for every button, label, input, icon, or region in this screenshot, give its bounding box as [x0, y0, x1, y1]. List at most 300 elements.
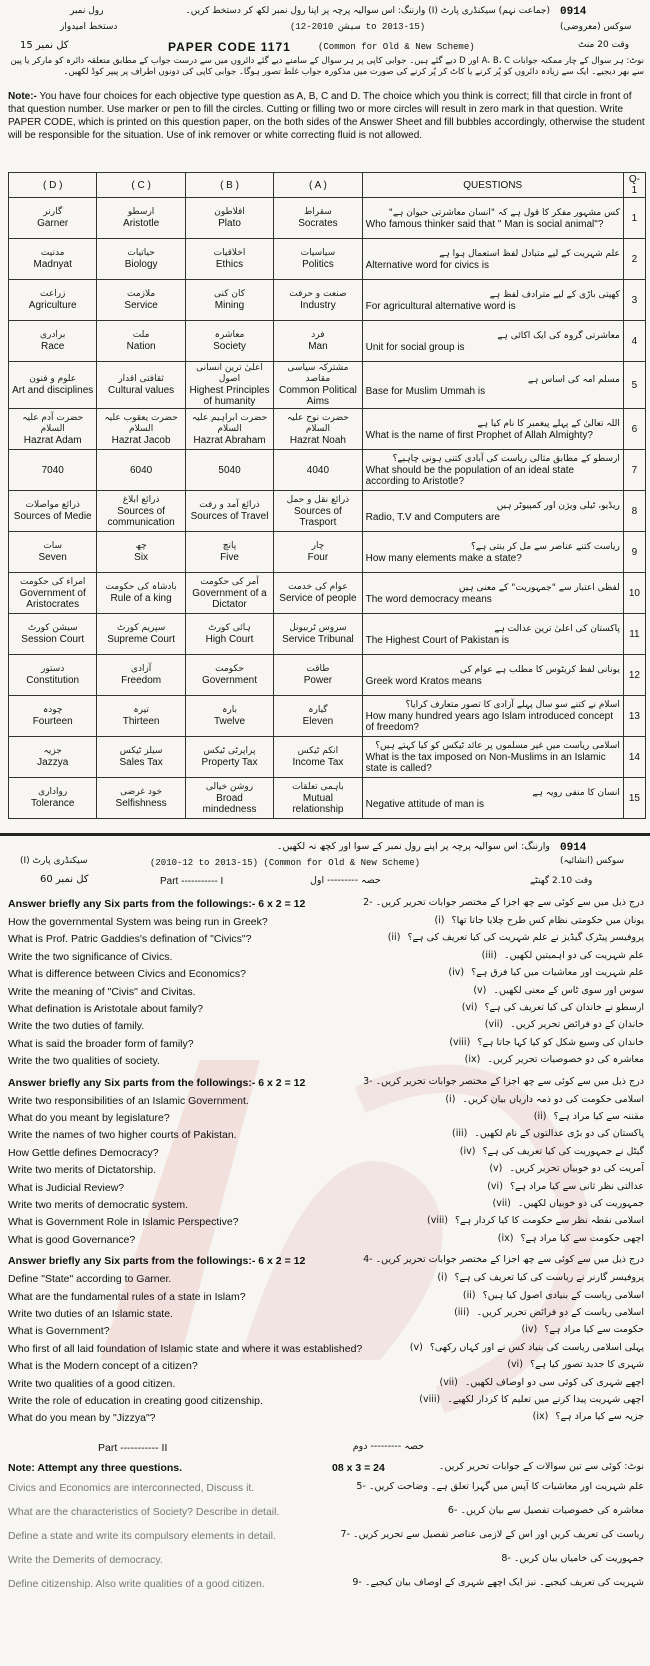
long-question-urdu	[501, 1553, 644, 1564]
long-question-english: Define a state and write its compulsory elements in detail.	[8, 1529, 276, 1542]
short-question	[8, 1410, 644, 1427]
short-question-english: What is good Governance?	[8, 1233, 136, 1246]
question-text-urdu: پاکستان کی اعلیٰ ترین عدالت ہے	[494, 623, 620, 634]
option-b-urdu: کان کنی	[214, 289, 246, 299]
option-c-urdu: بادشاہ کی حکومت	[105, 582, 177, 592]
option-d-urdu: ذرائع مواصلات	[25, 500, 80, 510]
long-question-urdu-text: جمہوریت کی خامیاں بیان کریں۔	[513, 1552, 644, 1564]
short-question-english: What is Judicial Review?	[8, 1181, 125, 1194]
short-question-urdu-text: خاندان کے دو فرائض تحریر کریں۔	[510, 1019, 644, 1031]
part2-title-row	[8, 1440, 644, 1457]
short-question-english: Write the two duties of family.	[8, 1020, 145, 1033]
short-question	[8, 1162, 644, 1179]
option-a-urdu: مشترکہ سیاسی مقاصد	[287, 363, 349, 384]
option-d	[9, 450, 97, 491]
question-number: 1	[623, 198, 645, 239]
long-question-number: -5	[356, 1480, 366, 1492]
part2-note-urdu: نوٹ: کوئی سے تین سوالات کے جوابات تحریر کریں۔	[438, 1460, 644, 1472]
option-d-urdu: سات	[43, 541, 63, 551]
option-d-english: Constitution	[26, 675, 80, 686]
short-question-urdu	[463, 1290, 644, 1301]
option-b-english: Five	[220, 552, 239, 563]
option-a-english: Man	[308, 341, 328, 352]
mcq-row	[9, 573, 646, 614]
mcq-row	[9, 362, 646, 409]
long-question	[8, 1576, 644, 1593]
mcq-row	[9, 778, 646, 819]
option-d	[9, 696, 97, 737]
question-number: 14	[623, 737, 645, 778]
short-question-urdu-text: آمریت کی دو خوبیاں تحریر کریں۔	[509, 1163, 644, 1175]
option-d	[9, 491, 97, 532]
short-question-number: (ii)	[533, 1111, 547, 1122]
option-c	[97, 409, 185, 450]
option-c-urdu: ملازمت	[127, 289, 156, 299]
short-question-urdu-text: گیٹل نے جمہوریت کی کیا تعریف کی ہے؟	[482, 1145, 644, 1157]
paper2-marks: کل نمبر 60	[40, 874, 89, 885]
section-heading-english: Answer briefly any Six parts from the followings:- 6 x 2 = 12	[8, 1076, 306, 1089]
option-c	[97, 280, 185, 321]
option-b-english: Plato	[218, 218, 241, 229]
option-d-urdu: چودہ	[42, 705, 63, 715]
short-question-urdu-text: اچھی شہریت پیدا کرنے میں تعلیم کا کردار لکھیے۔	[447, 1394, 644, 1405]
question-text-urdu: کھیتی باڑی کے لیے مترادف لفظ ہے	[489, 289, 620, 300]
mcq-row	[9, 696, 646, 737]
short-question-urdu	[493, 1198, 644, 1209]
short-question	[8, 1214, 644, 1231]
short-question	[8, 966, 644, 983]
question-text-english: Alternative word for civics is	[365, 259, 489, 271]
long-question-urdu	[448, 1505, 644, 1516]
option-d-english: 7040	[41, 464, 64, 476]
question-text	[362, 491, 623, 532]
instructions-english	[8, 90, 648, 142]
paper2-session: (2010-12 to 2013-15) (Common for Old & New Scheme)	[150, 858, 421, 868]
option-a-urdu: فرد	[311, 330, 325, 340]
short-question-english: Write two duties of an Islamic state.	[8, 1308, 173, 1320]
paper2-time: وقت 2.10 گھنٹے	[530, 876, 593, 886]
option-c-urdu: سپریم کورٹ	[116, 623, 166, 633]
question-number: 7	[623, 450, 645, 491]
section-heading	[8, 1253, 644, 1271]
short-question	[8, 1145, 644, 1162]
mcq-row	[9, 198, 646, 239]
short-question-english: What do you mean by "Jizzya"?	[8, 1412, 156, 1425]
short-question-number: (ii)	[462, 1289, 476, 1301]
total-marks: کل نمبر 15	[20, 40, 69, 51]
option-a	[274, 321, 362, 362]
option-b	[185, 655, 273, 696]
short-question-urdu	[462, 1002, 644, 1013]
option-b-urdu: افلاطون	[214, 207, 245, 217]
question-text-urdu: ارسطو کے مطابق مثالی ریاست کی آبادی کتنی ہونی چاہیے؟	[392, 454, 620, 464]
option-c	[97, 573, 185, 614]
mcq-header-row	[9, 173, 646, 198]
long-question-urdu	[356, 1481, 644, 1492]
short-question-urdu-text: عدالتی نظر ثانی سے کیا مراد ہے؟	[509, 1180, 644, 1192]
option-a	[274, 778, 362, 819]
short-question-urdu-text: مقننہ سے کیا مراد ہے؟	[553, 1111, 644, 1122]
short-question-number: (viii)	[449, 1036, 471, 1048]
option-c-english: Hazrat Jacob	[111, 434, 171, 446]
question-text	[362, 737, 623, 778]
option-b	[185, 737, 273, 778]
option-b	[185, 409, 273, 450]
option-a-english: Service of people	[279, 593, 357, 604]
option-b-urdu: معاشرہ	[214, 330, 245, 340]
option-c-english: Freedom	[121, 675, 162, 686]
option-a-urdu: سیاسیات	[300, 248, 336, 258]
short-question-english: What is said the broader form of family?	[8, 1037, 194, 1050]
mcq-row	[9, 737, 646, 778]
question-number: 8	[623, 491, 645, 532]
short-question-number: (iv)	[459, 1145, 476, 1157]
short-question	[8, 1197, 644, 1214]
short-question-english: Who first of all laid foundation of Islamic state and where it was established?	[8, 1342, 363, 1355]
option-a-urdu: انکم ٹیکس	[297, 746, 339, 756]
long-question-english: What are the characteristics of Society? Describe in detail.	[8, 1505, 280, 1518]
option-d-urdu: علوم و فنون	[29, 374, 77, 384]
option-b	[185, 280, 273, 321]
short-question-urdu	[498, 1233, 644, 1244]
option-c-urdu: ارسطو	[127, 207, 155, 217]
option-c-english: Aristotle	[123, 218, 160, 229]
question-text-english: The word democracy means	[365, 593, 492, 605]
short-question	[8, 1306, 644, 1323]
short-question	[8, 1289, 644, 1306]
question-text-urdu: انسان کا منفی رویہ ہے	[532, 787, 620, 798]
section-heading-urdu: درج ذیل میں سے کوئی سے چھ اجزا کے مختصر جوابات تحریر کریں۔ -3	[363, 1075, 644, 1087]
short-question-urdu	[448, 967, 644, 978]
option-a-english: Power	[303, 675, 333, 686]
option-a-urdu: عوام کی خدمت	[288, 582, 348, 592]
question-number: 3	[623, 280, 645, 321]
long-question-urdu	[341, 1529, 644, 1540]
short-question	[8, 1036, 644, 1053]
option-c	[97, 614, 185, 655]
short-question	[8, 1018, 644, 1035]
option-d	[9, 321, 97, 362]
short-question-urdu-text: یونان میں حکومتی نظام کس طرح چلایا جاتا تھا؟	[451, 915, 644, 926]
roll-number-label: رول نمبر	[70, 6, 104, 16]
mcq-row	[9, 239, 646, 280]
paper-code-number: 0914	[560, 6, 587, 18]
option-c	[97, 362, 185, 409]
long-question	[8, 1552, 644, 1569]
long-question	[8, 1480, 644, 1497]
question-text	[362, 321, 623, 362]
option-a	[274, 491, 362, 532]
short-question-urdu	[427, 1215, 644, 1226]
option-d	[9, 280, 97, 321]
short-question-english: What is Prof. Patric Gaddies's defination of "Civics"?	[8, 933, 252, 946]
option-b-urdu: پانچ	[222, 541, 237, 551]
option-a-english: Service Tribunal	[282, 634, 354, 645]
question-text-english: The Highest Court of Pakistan is	[365, 634, 510, 646]
short-question-number: (iii)	[481, 949, 498, 961]
section-heading-english: Answer briefly any Six parts from the followings:- 6 x 2 = 12	[8, 898, 306, 910]
option-d-english: Sources of Medie	[13, 511, 92, 522]
option-b-english: Society	[213, 341, 246, 352]
option-b-urdu: روشن خیالی	[205, 781, 254, 792]
question-text-urdu: ریڈیو، ٹیلی ویژن اور کمپیوٹر ہیں	[496, 500, 620, 511]
paper2-warning: وارننگ: اس سوالیہ پرچہ پر اپنے رول نمبر کے سوا اور کچھ نہ لکھیں۔	[276, 841, 550, 852]
short-question	[8, 914, 644, 931]
long-question-english: Define citizenship. Also write qualities of a good citizen.	[8, 1577, 265, 1590]
short-question-english: What is Government Role in Islamic Perspective?	[8, 1216, 239, 1229]
option-b	[185, 321, 273, 362]
option-a	[274, 198, 362, 239]
short-question-urdu-text: جزیہ سے کیا مراد ہے؟	[555, 1411, 644, 1423]
option-b	[185, 614, 273, 655]
option-b	[185, 239, 273, 280]
option-d-english: Race	[41, 341, 65, 352]
long-question	[8, 1528, 644, 1545]
short-question-urdu-text: اسلامی نقطہ نظر سے حکومت کا کیا کردار ہے؟	[455, 1215, 644, 1227]
question-text-urdu: کس مشہور مفکر کا قول ہے کہ "انسان معاشرتی حیوان ہے"	[388, 207, 620, 218]
option-c-english: Supreme Court	[107, 634, 176, 645]
short-question-number: (v)	[489, 1163, 503, 1175]
option-b-urdu: بارہ	[222, 705, 237, 715]
short-question-number: (vi)	[507, 1359, 523, 1371]
question-text-urdu: اسلام نے کتنے سو سال پہلے آزادی کا تصور متعارف کرایا؟	[405, 700, 620, 710]
short-question-number: (i)	[445, 1093, 456, 1105]
option-c-urdu: حضرت یعقوب علیہ السلام	[104, 412, 178, 434]
question-text-urdu: مسلم امہ کی اساس ہے	[527, 374, 620, 385]
question-text-urdu: لفظی اعتبار سے "جمہوریت" کے معنی ہیں	[458, 582, 620, 593]
option-a	[274, 532, 362, 573]
long-question-number: -9	[352, 1576, 362, 1588]
short-question-number: (iii)	[454, 1307, 470, 1318]
short-question-urdu-text: اسلامی حکومت کی دو ذمہ داریاں بیان کریں۔	[462, 1093, 644, 1105]
session: (سیشن 2010-12 to 2013-15)	[290, 22, 426, 32]
option-d-english: Seven	[38, 552, 67, 563]
short-question-number: (iv)	[521, 1324, 538, 1336]
option-a-english: Mutual relationship	[292, 792, 344, 815]
option-d-english: Government of Aristocrates	[19, 587, 86, 610]
question-text-english: For agricultural alternative word is	[365, 300, 516, 312]
option-b-urdu: ہائی کورٹ	[208, 623, 251, 633]
short-question-urdu-text: سوس اور سوی ٹاس کے معنی لکھیں۔	[493, 984, 644, 996]
short-question	[8, 1358, 644, 1375]
short-question-urdu	[445, 1094, 644, 1105]
short-question-number: (iv)	[448, 967, 465, 979]
option-a-urdu: گیارہ	[308, 705, 328, 715]
short-question-number: (vi)	[461, 1002, 478, 1013]
short-question-urdu-text: جمہوریت کی دو خوبیاں لکھیں۔	[517, 1198, 644, 1209]
option-a-english: Politics	[302, 259, 334, 270]
option-c	[97, 450, 185, 491]
option-b-urdu: حضرت ابراہیم علیہ السلام	[191, 412, 268, 434]
short-question-english: How Gettle defines Democracy?	[8, 1146, 159, 1159]
option-d-urdu: زراعت	[40, 289, 66, 299]
question-text-english: What should be the population of an ideal state according to Aristotle?	[365, 465, 575, 487]
question-text-english: Who famous thinker said that " Man is social animal"?	[365, 218, 604, 230]
question-text-english: Negative attitude of man is	[365, 798, 485, 810]
short-question-urdu-text: حکومت سے کیا مراد ہے؟	[544, 1324, 644, 1336]
option-b-urdu: حکومت	[215, 664, 244, 674]
short-question	[8, 1341, 644, 1358]
short-question-english: Write two responsibilities of an Islamic Government.	[8, 1094, 249, 1107]
option-c-urdu: خود غرضی	[120, 787, 163, 797]
option-c	[97, 532, 185, 573]
question-text	[362, 239, 623, 280]
option-d-urdu: سیشن کورٹ	[27, 623, 78, 633]
short-question-number: (v)	[409, 1341, 423, 1353]
option-a-english: Sources of Trasport	[294, 505, 342, 528]
short-question-english: Write two merits of democratic system.	[8, 1199, 189, 1211]
short-question-urdu-text: اچھی حکومت سے کیا مراد ہے؟	[520, 1232, 644, 1244]
short-question-urdu-text: خاندان کی وسیع شکل کو کیا کہا جاتا ہے؟	[477, 1036, 644, 1048]
option-c	[97, 491, 185, 532]
option-a-urdu: حضرت نوح علیہ السلام	[287, 412, 349, 434]
short-question-number: (ix)	[532, 1411, 549, 1423]
long-question-urdu-text: ریاست کی تعریف کریں اور اس کے لازمی عناصر تفصیل سے تحریر کریں۔	[353, 1528, 644, 1540]
question-text-english: Radio, T.V and Computers are	[365, 511, 500, 523]
option-b-english: 5040	[218, 464, 241, 476]
short-question	[8, 1001, 644, 1018]
question-number: 4	[623, 321, 645, 362]
option-a	[274, 362, 362, 409]
question-text	[362, 696, 623, 737]
section-heading-urdu: درج ذیل میں سے کوئی سے چھ اجزا کے مختصر جوابات تحریر کریں۔ -2	[363, 897, 644, 908]
long-question-number: -8	[501, 1552, 511, 1564]
option-b-english: Highest Principles of humanity	[189, 385, 270, 407]
option-b	[185, 198, 273, 239]
option-b-english: Property Tax	[201, 757, 258, 768]
option-b	[185, 450, 273, 491]
question-text	[362, 778, 623, 819]
option-c-english: Selfishness	[115, 798, 167, 809]
subjective-sheet	[0, 838, 650, 1666]
option-c	[97, 198, 185, 239]
option-c	[97, 737, 185, 778]
option-c-english: Cultural values	[108, 385, 175, 396]
short-question-english: What are the fundamental rules of a state in Islam?	[8, 1290, 246, 1303]
option-c-english: Nation	[126, 341, 156, 352]
short-question-urdu	[388, 932, 644, 943]
long-question	[8, 1504, 644, 1521]
question-text-english: What is the tax imposed on Non-Muslims in an Islamic state is called?	[365, 752, 606, 774]
question-text-english: How many hundred years ago Islam introduced concept of freedom?	[365, 711, 613, 733]
option-d	[9, 737, 97, 778]
option-d	[9, 573, 97, 614]
short-question	[8, 1271, 644, 1288]
short-question-urdu	[482, 950, 644, 961]
short-question	[8, 1053, 644, 1070]
col-questions: QUESTIONS	[362, 173, 623, 198]
option-a	[274, 409, 362, 450]
option-c-english: Service	[124, 300, 158, 311]
short-question-urdu-text: اچھے شہری کی کوئی سی دو اوصاف لکھیں۔	[464, 1376, 644, 1388]
option-c	[97, 696, 185, 737]
short-question-urdu-text: علم شہریت اور معاشیات میں کیا فرق ہے؟	[471, 967, 644, 979]
option-d-english: Madnyat	[33, 259, 72, 270]
option-a-urdu: سروس ٹربیونل	[289, 623, 347, 633]
section-heading	[8, 896, 644, 914]
option-c-english: Sales Tax	[119, 757, 163, 768]
short-question-urdu	[487, 1181, 644, 1192]
header-warning-urdu: (جماعت نہم) سیکنڈری پارٹ (I) وارننگ: اس سوالیہ پرچہ پر اپنا رول نمبر لکھ کر دستخط کریں۔	[185, 6, 550, 16]
short-question-english: What defination is Aristotale about family?	[8, 1003, 203, 1015]
option-c	[97, 778, 185, 819]
option-d	[9, 614, 97, 655]
short-question-english: Write the two significance of Civics.	[8, 950, 173, 963]
short-question	[8, 1110, 644, 1127]
short-question-urdu	[410, 1342, 644, 1353]
short-question-urdu-text: پروفیسر پیٹرک گیڈیز نے علم شہریت کی کیا تعریف کی ہے؟	[407, 932, 644, 944]
option-c-urdu: ملت	[132, 330, 150, 340]
short-question-number: (ii)	[387, 932, 401, 944]
option-b-urdu: ذرائع آمد و رفت	[199, 500, 260, 510]
short-question-number: (viii)	[419, 1394, 441, 1405]
option-b	[185, 491, 273, 532]
question-text-english: Unit for social group is	[365, 341, 465, 353]
option-c-urdu: سیلز ٹیکس	[119, 746, 163, 756]
short-question-number: (v)	[473, 984, 487, 996]
short-question-urdu-text: پاکستان کی دو بڑی عدالتوں کے نام لکھیں۔	[474, 1128, 644, 1140]
option-c-urdu: حیاتیات	[127, 248, 155, 258]
short-question-number: (ix)	[497, 1232, 514, 1244]
option-b-english: Ethics	[215, 259, 244, 270]
question-number: 11	[623, 614, 645, 655]
question-number: 5	[623, 362, 645, 409]
option-d-english: Jazzya	[37, 757, 69, 768]
option-d-english: Fourteen	[32, 716, 73, 727]
col-c: ( C )	[97, 173, 185, 198]
option-d	[9, 778, 97, 819]
option-a-urdu: باہمی تعلقات	[292, 781, 344, 792]
note-text: You have four choices for each objective type question as A, B, C and D. The choice which you think is correct; fill that circle in front of that question number. Use marker or pen to fill the circles. Cutting or filling two or more circles will result in zero mark in that question. Write PAPER CODE, which is printed on this question paper, on the both sides of the Answer Sheet and fill bubbles accordingly, otherwise the student will be responsible for the situation. Use of ink remover or white correcting fluid is not allowed.	[8, 91, 645, 141]
option-a-urdu: طاقت	[306, 664, 330, 674]
short-question-number: (iii)	[451, 1128, 468, 1140]
short-question-urdu	[534, 1111, 644, 1122]
option-b-english: Broad mindedness	[202, 792, 257, 815]
option-c-english: 6040	[129, 464, 153, 476]
short-question-english: What is difference between Civics and Economics?	[8, 968, 246, 981]
part2-title-urdu: حصہ --------- دوم	[352, 1440, 424, 1452]
part2-note	[8, 1460, 644, 1478]
option-d-english: Tolerance	[31, 798, 75, 809]
question-text-english: Base for Muslim Ummah is	[365, 385, 486, 397]
option-b-english: Government of a Dictator	[192, 587, 267, 610]
mcq-row	[9, 280, 646, 321]
short-question-number: (ix)	[464, 1054, 481, 1066]
option-c-english: Biology	[124, 259, 158, 270]
mcq-row	[9, 614, 646, 655]
short-question-urdu	[522, 1324, 644, 1335]
short-question	[8, 1376, 644, 1393]
short-question-urdu	[507, 1359, 644, 1370]
option-a	[274, 573, 362, 614]
short-question-english: Define "State" according to Garner.	[8, 1273, 172, 1286]
option-c-english: Six	[134, 552, 149, 563]
question-number: 10	[623, 573, 645, 614]
option-a-urdu: چار	[311, 541, 325, 551]
section-heading-urdu: درج ذیل میں سے کوئی سے چھ اجزا کے مختصر جوابات تحریر کریں۔ -4	[363, 1254, 644, 1266]
mcq-row	[9, 655, 646, 696]
scheme-note: (Common for Old & New Scheme)	[318, 42, 475, 52]
option-d	[9, 362, 97, 409]
option-a	[274, 614, 362, 655]
option-c-urdu: ذرائع ابلاغ	[122, 494, 160, 505]
short-question-urdu-text: معاشرہ کی دو خصوصیات تحریر کریں۔	[487, 1054, 644, 1066]
paper-code-title: PAPER CODE 1171	[168, 40, 291, 54]
part1-title-urdu: حصہ --------- اول	[310, 875, 381, 886]
long-question-english: Civics and Economics are interconnected, Discuss it.	[8, 1481, 255, 1494]
col-a: ( A )	[274, 173, 362, 198]
question-text-urdu: اللہ تعالیٰ کے پہلے پیغمبر کا نام کیا ہے	[477, 418, 620, 429]
